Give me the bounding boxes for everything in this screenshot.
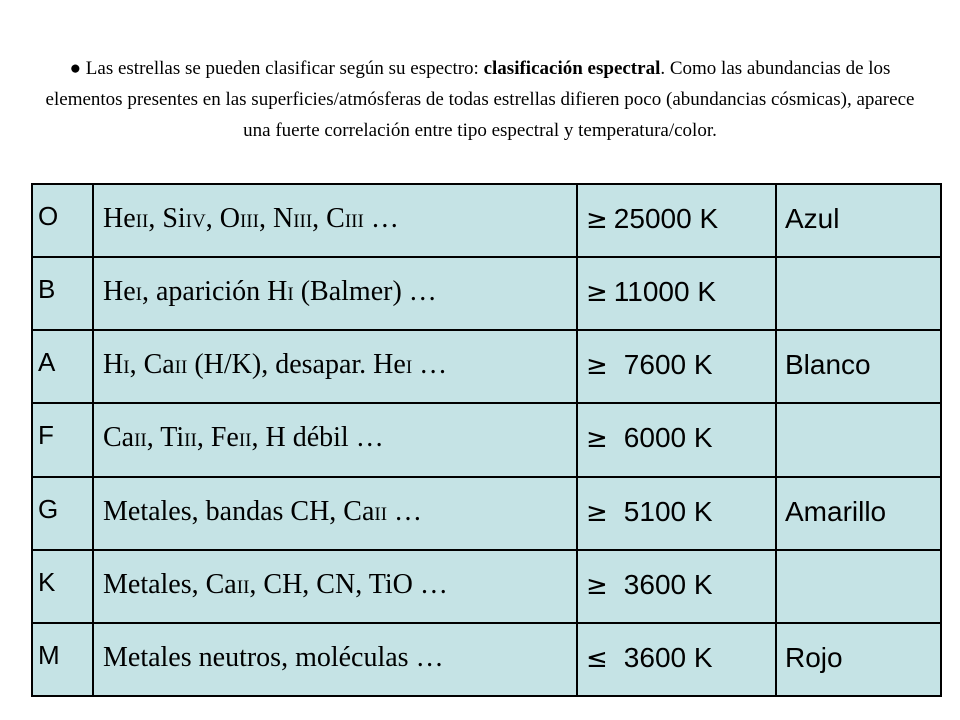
line-text: , Fe	[196, 422, 239, 454]
spectral-type-cell: F	[32, 403, 93, 476]
line-text: …	[363, 203, 399, 234]
ionization-stage: III	[293, 211, 313, 232]
line-text: , H débil …	[251, 422, 384, 454]
temperature-cell	[577, 477, 776, 550]
comparison-sign: ≤	[586, 643, 608, 674]
temperature-cell	[577, 330, 776, 403]
ionization-stage: II	[184, 430, 197, 452]
intro-text-end: . Como las abundancias de los elementos presentes en las superficies/atmósferas de todas estrellas difieren poco (abundancias cósmicas), aparece una fuerte correlación entre tipo espectral y temperatura/color.	[45, 58, 915, 141]
table-row	[32, 184, 941, 257]
temperature-value: 6000 K	[623, 422, 713, 454]
line-text: …	[387, 495, 423, 527]
line-text: Metales, bandas CH, Ca	[103, 495, 375, 527]
table-row	[32, 403, 941, 476]
line-text: , Ti	[146, 422, 185, 454]
table-row	[32, 330, 941, 403]
ionization-stage: I	[287, 284, 294, 306]
spectral-lines-cell	[93, 623, 577, 696]
temperature-value: 25000 K	[613, 203, 719, 234]
spectral-lines-cell	[93, 257, 577, 330]
table-row	[32, 257, 941, 330]
spectral-lines-cell	[93, 184, 577, 257]
line-text: (Balmer) …	[293, 276, 437, 308]
ionization-stage: III	[344, 211, 364, 232]
comparison-sign: ≥	[586, 424, 608, 455]
table-row	[32, 623, 941, 696]
line-text: Ca	[103, 422, 135, 454]
spectral-type-cell: M	[32, 623, 93, 696]
line-text: , N	[258, 203, 294, 234]
bullet-icon: ●	[69, 58, 82, 79]
temperature-cell	[577, 623, 776, 696]
temperature-value: 3600 K	[623, 641, 713, 673]
temperature-value: 5100 K	[623, 495, 713, 527]
ionization-stage: II	[174, 357, 188, 379]
table-row	[32, 550, 941, 623]
star-color-cell: Rojo	[776, 623, 941, 696]
star-color-cell	[776, 257, 941, 330]
star-color-cell: Amarillo	[776, 477, 941, 550]
star-color-cell: Blanco	[776, 330, 941, 403]
ionization-stage: II	[236, 576, 250, 598]
line-text: Metales neutros, moléculas …	[103, 641, 444, 673]
line-text: , Si	[148, 203, 186, 234]
line-text: , O	[205, 203, 240, 234]
temperature-cell	[577, 257, 776, 330]
spectral-type-cell: K	[32, 550, 93, 623]
ionization-stage: II	[374, 503, 388, 525]
temperature-value: 3600 K	[623, 568, 713, 600]
line-text: (H/K), desapar. He	[187, 349, 406, 381]
star-color-cell	[776, 550, 941, 623]
star-color-cell: Azul	[776, 184, 941, 257]
line-text: Metales, Ca	[103, 568, 237, 600]
comparison-sign: ≥	[586, 497, 608, 528]
spectral-lines-cell	[93, 330, 577, 403]
intro-paragraph	[30, 53, 930, 146]
spectral-type-cell: G	[32, 477, 93, 550]
line-text: , C	[312, 203, 345, 234]
temperature-cell	[577, 184, 776, 257]
temperature-cell	[577, 550, 776, 623]
spectral-type-cell: O	[32, 184, 93, 257]
line-text: …	[412, 349, 448, 381]
spectral-lines-cell	[93, 477, 577, 550]
line-text: He	[103, 203, 136, 234]
spectral-type-cell: A	[32, 330, 93, 403]
star-color-cell	[776, 403, 941, 476]
ionization-stage: I	[405, 357, 413, 379]
line-text: , aparición H	[141, 276, 288, 308]
spectral-type-cell: B	[32, 257, 93, 330]
intro-text-start: Las estrellas se pueden clasificar según su espectro:	[81, 58, 484, 79]
ionization-stage: IV	[185, 211, 206, 232]
spectral-lines-cell	[93, 403, 577, 476]
ionization-stage: II	[134, 430, 147, 452]
line-text: He	[103, 276, 136, 308]
spectral-lines-cell	[93, 550, 577, 623]
temperature-cell	[577, 403, 776, 476]
table-row	[32, 477, 941, 550]
spectral-classification-table	[31, 183, 942, 697]
intro-highlight: clasificación espectral	[483, 58, 661, 79]
comparison-sign: ≥	[586, 205, 608, 235]
ionization-stage: I	[123, 357, 130, 379]
line-text: H	[103, 349, 124, 381]
table-body	[32, 184, 941, 696]
ionization-stage: I	[135, 284, 142, 306]
ionization-stage: II	[238, 430, 252, 452]
comparison-sign: ≥	[586, 278, 608, 309]
temperature-value: 7600 K	[623, 349, 713, 381]
comparison-sign: ≥	[586, 570, 608, 601]
ionization-stage: III	[239, 211, 259, 232]
comparison-sign: ≥	[586, 351, 608, 382]
temperature-value: 11000 K	[613, 276, 717, 308]
line-text: , Ca	[129, 349, 175, 381]
ionization-stage: II	[135, 211, 149, 232]
line-text: , CH, CN, TiO …	[249, 568, 448, 600]
